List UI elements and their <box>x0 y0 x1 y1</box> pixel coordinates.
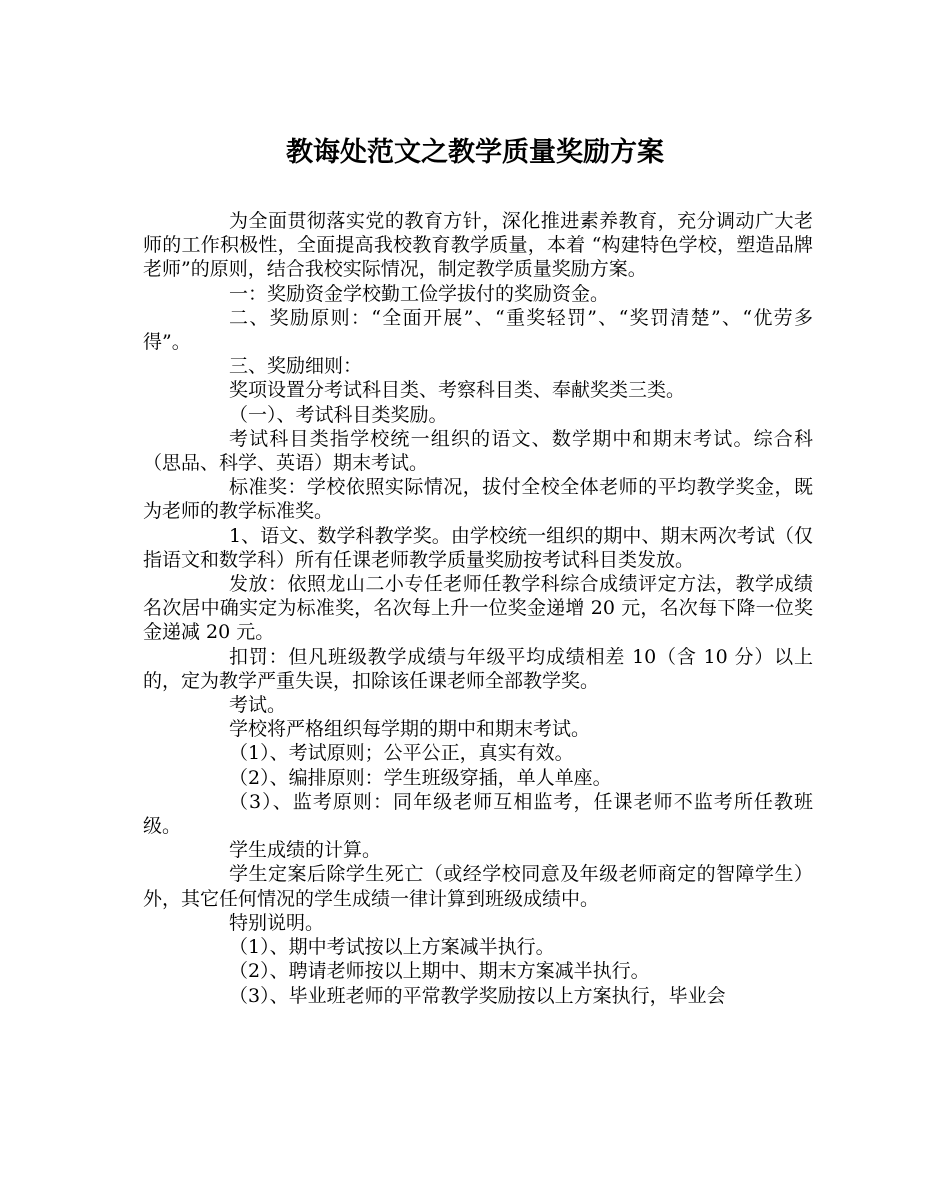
paragraph-proctor-principle: （3）、监考原则：同年级老师互相监考，任课老师不监考所任教班级。 <box>143 790 813 838</box>
paragraph-exam-organization: 学校将严格组织每学期的期中和期末考试。 <box>229 718 591 741</box>
paragraph-standard-award: 标准奖：学校依照实际情况，拔付全校全体老师的平均教学奖金，既为老师的教学标准奖。 <box>143 476 813 523</box>
paragraph-funding: 一：奖励资金学校勤工俭学拔付的奖励资金。 <box>229 282 610 305</box>
paragraph-exam-heading: 考试。 <box>229 694 287 717</box>
paragraph-exam-definition: 考试科目类指学校统一组织的语文、数学期中和期末考试。综合科（思品、科学、英语）期末考试。 <box>143 427 813 475</box>
paragraph-deduction: 扣罚：但凡班级教学成绩与年级平均成绩相差 10（含 10 分）以上的，定为教学严重失误，扣除该任课老师全部教学奖。 <box>143 645 813 692</box>
paragraph-exam-principle: （1）、考试原则；公平公正，真实有效。 <box>229 742 574 765</box>
document-title: 教诲处范文之教学质量奖励方案 <box>286 137 664 168</box>
document-body <box>143 209 813 1008</box>
paragraph-intro: 为全面贯彻落实党的教育方针，深化推进素养教育，充分调动广大老师的工作积极性，全面提高我校教育教学质量，本着 “构建特色学校，塑造品牌老师”的原则，结合我校实际情况，制定教学质量奖励方案。 <box>143 210 813 281</box>
paragraph-score-calc-heading: 学生成绩的计算。 <box>229 839 382 862</box>
paragraph-special-note-1: （1）、期中考试按以上方案减半执行。 <box>229 936 555 959</box>
paragraph-section-exam: （一）、考试科目类奖励。 <box>229 403 448 426</box>
paragraph-special-note-2: （2）、聘请老师按以上期中、期末方案减半执行。 <box>229 960 650 983</box>
paragraph-award-categories: 奖项设置分考试科目类、考察科目类、奉献奖类三类。 <box>229 379 686 402</box>
paragraph-distribution: 发放：依照龙山二小专任老师任教学科综合成绩评定方法，教学成绩名次居中确实定为标准奖，名次每上升一位奖金递增 20 元，名次每下降一位奖金递减 20 元。 <box>143 573 813 644</box>
paragraph-seating-principle: （2）、编排原则：学生班级穿插，单人单座。 <box>229 766 612 789</box>
paragraph-score-calc: 学生定案后除学生死亡（或经学校同意及年级老师商定的智障学生）外，其它任何情况的学生成绩一律计算到班级成绩中。 <box>143 863 813 910</box>
paragraph-principles: 二、奖励原则：“全面开展”、“重奖轻罚”、“奖罚清楚”、“优劳多得”。 <box>143 306 813 354</box>
paragraph-special-note-heading: 特别说明。 <box>229 911 325 934</box>
paragraph-rules-heading: 三、奖励细则： <box>229 355 363 378</box>
paragraph-special-note-3: （3）、毕业班老师的平常教学奖励按以上方案执行，毕业会 <box>229 984 726 1007</box>
paragraph-chinese-math-award: 1、语文、数学科教学奖。由学校统一组织的期中、期末两次考试（仅指语文和数学科）所有任课老师教学质量奖励按考试科目类发放。 <box>143 524 813 571</box>
